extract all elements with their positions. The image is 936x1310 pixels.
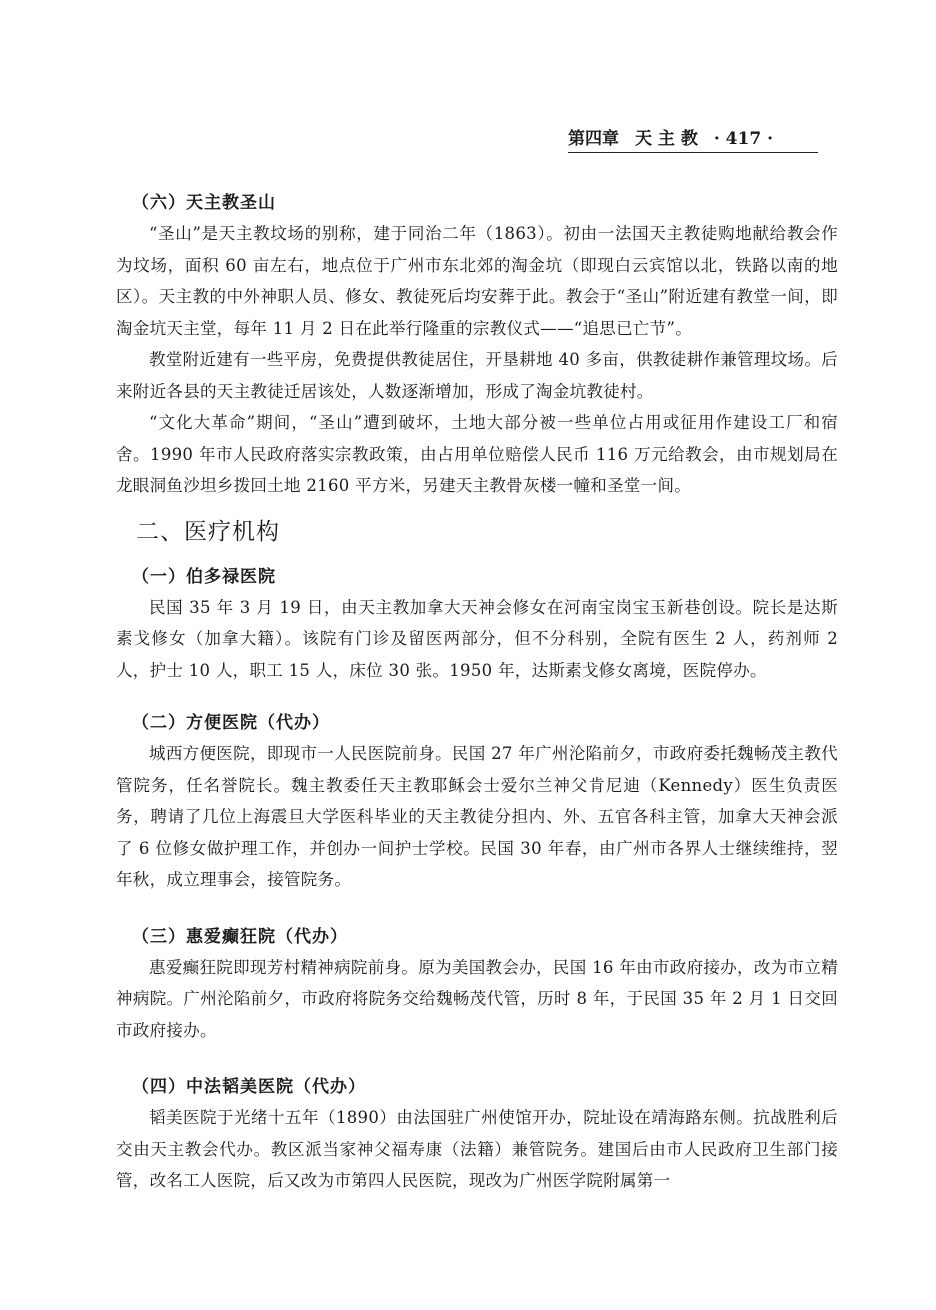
paragraph: 惠爱癫狂院即现芳村精神病院前身。原为美国教会办，民国 16 年由市政府接办，改为市立精神病院。广州沦陷前夕，市政府将院务交给魏畅茂代管，历时 8 年，于民国 35 年 2 月 1 日交回市政府接办。 (116, 957, 838, 1040)
page-number: · 417 · (713, 129, 774, 149)
paragraph: “圣山”是天主教坟场的别称，建于同治二年（1863）。初由一法国天主教徒购地献给教会作为坟场，面积 60 亩左右，地点位于广州市东北郊的淘金坑（即现白云宾馆以北，铁路以南的地区）。天主教的中外神职人员、修女、教徒死后均安葬于此。教会于“圣山”附近建有教堂一间，即淘金坑天主堂，每年 11 月 2 日在此举行隆重的宗教仪式——“追思已亡节”。 (116, 224, 838, 338)
chapter-topic: 天 主 教 (635, 129, 698, 149)
subsection-title-petrus-hospital: （一）伯多禄医院 (132, 566, 276, 587)
paragraph: 城西方便医院，即现市一人民医院前身。民国 27 年广州沦陷前夕，市政府委托魏畅茂主教代管院务，任名誉院长。魏主教委任天主教耶稣会士爱尔兰神父肯尼迪（Kennedy）医生负责医务，聘请了几位上海震旦大学医科毕业的天主教徒分担内、外、五官各科主管，加拿大天神会派了 6 位修女做护理工作，并创办一间护士学校。民国 30 年春，由广州市各界人士继续维持，翌年秋，成立理事会，接管院务。 (116, 744, 838, 889)
paragraph: “文化大革命”期间，“圣山”遭到破坏，土地大部分被一些单位占用或征用作建设工厂和宿舍。1990 年市人民政府落实宗教政策，由占用单位赔偿人民币 116 万元给教会，由市规划局在龙眼洞鱼沙坦乡拨回土地 2160 平方米，另建天主教骨灰楼一幢和圣堂一间。 (116, 413, 838, 495)
paragraph: 韬美医院于光绪十五年（1890）由法国驻广州使馆开办，院址设在靖海路东侧。抗战胜利后交由天主教会代办。教区派当家神父福寿康（法籍）兼管院务。建国后由市人民政府卫生部门接管，改名工人医院，后又改为市第四人民医院，现改为广州医学院附属第一 (116, 1108, 838, 1190)
subsection-title-huiai-asylum: （三）惠爱癫狂院（代办） (132, 926, 348, 947)
section-title-medical-institutions: 二、医疗机构 (136, 518, 280, 545)
running-header (568, 124, 818, 153)
paragraph: 民国 35 年 3 月 19 日，由天主教加拿大天神会修女在河南宝岗宝玉新巷创设。院长是达斯素戈修女（加拿大籍）。该院有门诊及留医两部分，但不分科别，全院有医生 2 人，药剂师 2 人，护士 10 人，职工 15 人，床位 30 张。1950 年，达斯素戈修女离境，医院停办。 (116, 597, 838, 680)
chapter-label: 第四章 (568, 129, 619, 149)
page-body (116, 188, 838, 1197)
subsection-title-taomei-hospital: （四）中法韬美医院（代办） (132, 1077, 366, 1097)
paragraph: 教堂附近建有一些平房，免费提供教徒居住，开垦耕地 40 多亩，供教徒耕作兼管理坟场。后来附近各县的天主教徒迁居该处，人数逐渐增加，形成了淘金坑教徒村。 (116, 350, 838, 401)
subsection-title-fangbian-hospital: （二）方便医院（代办） (132, 713, 330, 733)
subsection-title-holy-mountain: （六）天主教圣山 (132, 193, 276, 213)
